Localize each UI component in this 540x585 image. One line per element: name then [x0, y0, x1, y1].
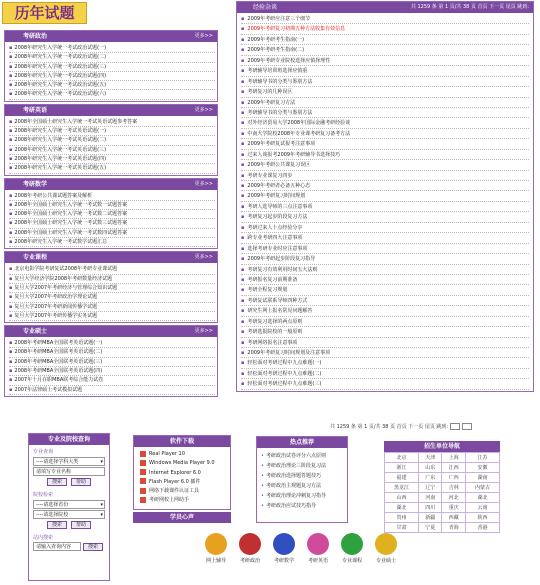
school-select[interactable]: ----请选择院校 ▾	[33, 510, 105, 519]
nav-label: 专业硕士	[375, 558, 396, 564]
article-link[interactable]: ▪ 考研复习的几种误区	[241, 87, 529, 97]
article-link[interactable]: ▪ 2009年考研考生指南(一)	[241, 35, 529, 45]
software-item[interactable]	[140, 496, 224, 505]
globe-icon	[239, 533, 261, 555]
section-title: 考研英语	[23, 106, 48, 114]
article-link[interactable]: ▪ 2009年考研起步阶段复习指导	[241, 254, 529, 264]
list-item[interactable]: ▪ 复旦大学经济学院2008年考研数量经济试题	[9, 275, 215, 284]
province-cell[interactable]: 云南	[465, 503, 499, 513]
article-link[interactable]: ▪ 考研辅导培训班选择应慎重	[241, 66, 529, 76]
section-2	[4, 178, 218, 250]
province-cell[interactable]: 贵州	[385, 513, 419, 523]
site-search-input[interactable]: 请输入查询内容	[33, 542, 81, 551]
person-icon	[205, 533, 227, 555]
school-search-label: 院校检索	[33, 492, 54, 498]
article-link[interactable]: ▪ 考研复习选择的两点原则	[241, 317, 529, 327]
download-icon	[140, 469, 146, 475]
section-list	[5, 263, 217, 322]
software-label: Windows Media Player 9.0	[149, 460, 215, 467]
list-item[interactable]: ▪ 2008年研究生入学统一考试政治试题(四)	[9, 72, 215, 81]
site-search-label: 站内搜索	[33, 535, 54, 541]
section-list	[5, 42, 217, 101]
province-cell[interactable]: 北京	[385, 453, 419, 463]
list-item[interactable]: ▪ 2008年研究生入学统一考试政治试题(六)	[9, 90, 215, 99]
hot-item[interactable]: • 考研政治主观题复习方法	[261, 481, 343, 491]
list-item[interactable]: ▪ 2008年考研MBA全国联考英语试题(二)	[9, 348, 215, 357]
province-cell[interactable]: 陕西	[465, 513, 499, 523]
nav-label: 网上辅导	[205, 558, 226, 564]
list-item[interactable]: ▪ 2008年全国硕士研究生入学统一考试数四试题答案	[9, 229, 215, 238]
province-nav	[384, 441, 500, 533]
province-cell[interactable]: 江苏	[465, 453, 499, 463]
experience-list	[237, 13, 533, 391]
section-header	[5, 252, 217, 263]
list-item[interactable]: ▪ 2008年研究生入学统一考试政治试题(五)	[9, 81, 215, 90]
section-3	[4, 251, 218, 323]
article-link[interactable]: ▪ 中南大学院校2008年专业课考研复习备考方法	[241, 129, 529, 139]
section-0	[4, 30, 218, 102]
list-item[interactable]: ▪ 复旦大学2007年考研经济与管理综合知识试题	[9, 284, 215, 293]
article-link[interactable]: ▪ 2009年考研复习时间规划及注意事项	[241, 348, 529, 358]
province-cell[interactable]: 宁夏	[419, 523, 442, 533]
article-link[interactable]: ▪ 考研专业课复习四步	[241, 171, 529, 181]
list-item[interactable]: ▪ 北京电影学院考研复试2008年考研专业课试题	[9, 265, 215, 274]
section-title: 考研数学	[23, 180, 48, 188]
section-title: 专业课程	[23, 254, 48, 262]
article-link[interactable]: ▪ 考研辅导书的分类与鉴别方法	[241, 108, 529, 118]
article-link[interactable]: ▪ 考研选报院校的一般原则	[241, 327, 529, 337]
pager-text: 共 1259 条 第 1 页/共 38 页 首页 下一页 尾页 跳到:	[330, 424, 449, 430]
province-cell[interactable]: 河北	[442, 493, 465, 503]
section-title: 考研政治	[23, 33, 48, 40]
article-link[interactable]: ▪ 2009年考研应注意三个细节	[241, 14, 529, 24]
list-item[interactable]: ▪ 2007年法律硕士考试模拟试题	[9, 386, 215, 395]
pager-top[interactable]: 共 1259 条 第 1 页/共 38 页 首页 下一页 尾页 跳到:	[410, 4, 529, 10]
subject-select[interactable]: ----请选择学科大类 ▾	[33, 457, 105, 466]
nav-cap[interactable]	[373, 533, 399, 564]
software-panel	[133, 435, 231, 510]
hot-panel	[256, 436, 348, 523]
search-title: 专业及院校查询	[29, 434, 109, 445]
article-link[interactable]: ▪ 轻松面对考研过程中九点难题(二)	[241, 369, 529, 379]
software-item[interactable]	[140, 469, 224, 478]
list-item[interactable]: ▪ 2008年研究生入学统一考试英语试题(三)	[9, 146, 215, 155]
list-item[interactable]: ▪ 2008年全国硕士研究生入学统一考试数三试题答案	[9, 219, 215, 228]
list-item[interactable]: ▪ 2008年考研MBA全国联考英语试题(一)	[9, 339, 215, 348]
article-link[interactable]: ▪ 考研网络报名注意事项	[241, 338, 529, 348]
province-table	[384, 452, 500, 533]
article-link[interactable]: ▪ 考研复试联系导师四种方式	[241, 296, 529, 306]
list-item[interactable]: ▪ 2008年研究生入学统一考试英语试题(五)	[9, 164, 215, 173]
province-cell[interactable]: 浙江	[385, 463, 419, 473]
download-icon	[140, 478, 146, 484]
software-label: 网络下载课件认证工具	[149, 488, 200, 495]
province-cell[interactable]: 上海	[442, 453, 465, 463]
province-cell[interactable]: 重庆	[442, 503, 465, 513]
nav-abc[interactable]	[305, 533, 331, 564]
article-link[interactable]: ▪ 2009年考研考生指南(二)	[241, 45, 529, 55]
province-cell[interactable]: 内蒙古	[465, 483, 499, 493]
experience-title: 经验杂谈	[253, 4, 278, 11]
list-item[interactable]: ▪ 2008年全国硕士研究生入学统一考试数一试题答案	[9, 201, 215, 210]
province-cell[interactable]: 山东	[419, 463, 442, 473]
province-cell[interactable]: 吉林	[442, 483, 465, 493]
software-label: Flash Player 6.0 插件	[149, 478, 201, 485]
list-item[interactable]: ▪ 2008年研究生入学统一考试数学试题汇总	[9, 238, 215, 247]
hot-item[interactable]: • 考研政治理论冲刺复习指导	[261, 491, 343, 501]
student-voice-title: 学员心声	[133, 512, 231, 523]
bottom-icon-bar	[203, 533, 503, 583]
article-link[interactable]: ▪ 考研人选导师的三点注意事项	[241, 202, 529, 212]
section-4	[4, 325, 218, 397]
list-item[interactable]: ▪ 2008年考研MBA全国联考英语试题(四)	[9, 367, 215, 376]
cap-icon	[375, 533, 397, 555]
logo-text: 历年试题	[14, 4, 75, 22]
hot-item[interactable]: • 考研政治应试技巧指导	[261, 501, 343, 511]
hot-item[interactable]: • 考研政治选择题答题技巧	[261, 471, 343, 481]
go-button[interactable]	[462, 423, 472, 430]
province-cell[interactable]: 江西	[442, 463, 465, 473]
article-link[interactable]: ▪ 2009年考研复习时间规划	[241, 191, 529, 201]
software-item[interactable]	[140, 478, 224, 487]
more-link[interactable]: 更多>>	[194, 33, 213, 39]
nav-globe[interactable]	[237, 533, 263, 564]
hot-title: 热点推荐	[257, 437, 347, 448]
software-label: Real Player 10	[149, 451, 185, 457]
calculator-icon	[273, 533, 295, 555]
article-link[interactable]: ▪ 考研复习有效利用时间五大法则	[241, 265, 529, 275]
province-title: 招生单位导航	[384, 441, 500, 452]
section-header	[5, 31, 217, 42]
more-link[interactable]: 更多>>	[194, 106, 213, 113]
section-list	[5, 190, 217, 249]
article-link[interactable]: ▪ 2009年考研专业院校选择应慎择理性	[241, 56, 529, 66]
nav-person[interactable]	[203, 533, 229, 564]
list-item[interactable]: ▪ 2008年全国硕士研究生入学统一考试数二试题答案	[9, 210, 215, 219]
nav-calculator[interactable]	[271, 533, 297, 564]
site-logo	[2, 2, 87, 24]
list-item[interactable]: ▪ 2008年研究生入学统一考试英语试题(一)	[9, 127, 215, 136]
province-cell[interactable]: 山西	[385, 493, 419, 503]
section-title: 专业硕士	[23, 328, 48, 336]
section-list	[5, 116, 217, 175]
article-link[interactable]: ▪ 考研报名复习前期准备	[241, 275, 529, 285]
section-header	[5, 326, 217, 337]
more-link[interactable]: 更多>>	[194, 254, 213, 261]
software-label: Internet Explorer 6.0	[149, 469, 201, 476]
article-link[interactable]: ▪ 2009年考研复习初期五种方法收集有效信息	[241, 24, 529, 34]
province-cell[interactable]: 辽宁	[419, 483, 442, 493]
help-button[interactable]: 帮助	[71, 478, 91, 486]
experience-header	[237, 2, 533, 13]
province-cell[interactable]: 香港	[465, 523, 499, 533]
more-link[interactable]: 更多>>	[194, 180, 213, 187]
article-link[interactable]: ▪ 考研全程复习规划	[241, 285, 529, 295]
software-item[interactable]	[140, 450, 224, 459]
nav-label: 考研政治	[239, 558, 260, 564]
article-link[interactable]: ▪ 2009年考研公共课复习误区	[241, 160, 529, 170]
section-list	[5, 337, 217, 396]
major-input[interactable]: 请填写专业名称	[33, 467, 105, 476]
download-icon	[140, 460, 146, 466]
article-link[interactable]: ▪ 轻松面对考研过程中九点难题(一)	[241, 358, 529, 368]
nav-label: 专业课程	[341, 558, 362, 564]
article-link[interactable]: ▪ 对外经济贸易大学2008年国际金融考研经验谈	[241, 118, 529, 128]
major-search-label: 专业查询	[33, 449, 54, 455]
province-cell[interactable]: 西藏	[442, 513, 465, 523]
list-item[interactable]: ▪ 2008年研究生入学统一考试英语试题(二)	[9, 136, 215, 145]
software-label: 考研网校上网助手	[149, 497, 190, 504]
province-cell[interactable]: 广西	[442, 473, 465, 483]
article-link[interactable]: ▪ 跨专业考研四大注意事项	[241, 233, 529, 243]
province-cell[interactable]: 广东	[419, 473, 442, 483]
article-link[interactable]: ▪ 考研辅导书的分类与鉴别方法	[241, 77, 529, 87]
left-column	[4, 30, 218, 399]
software-list	[134, 447, 230, 509]
pager-bottom[interactable]	[330, 423, 472, 430]
list-item[interactable]: ▪ 2008年研究生入学统一考试政治试题(二)	[9, 53, 215, 62]
article-link[interactable]: ▪ 选择考研专业时应注意事项	[241, 244, 529, 254]
software-title: 软件下载	[134, 436, 230, 447]
list-item[interactable]: ▪ 2008年研究生入学统一考试政治试题(一)	[9, 44, 215, 53]
province-cell[interactable]: 湖北	[385, 503, 419, 513]
list-item[interactable]: ▪ 复旦大学2007年考研新闻传播学试题	[9, 303, 215, 312]
abc-icon	[307, 533, 329, 555]
hot-list	[257, 448, 347, 514]
province-cell[interactable]: 黑龙江	[385, 483, 419, 493]
article-link[interactable]: ▪ 2009年考研复试报考注意事项	[241, 139, 529, 149]
province-cell[interactable]: 福建	[385, 473, 419, 483]
province-cell[interactable]: 河南	[419, 493, 442, 503]
article-link[interactable]: ▪ 考研过来人十点经验分享	[241, 223, 529, 233]
province-cell[interactable]: 新疆	[419, 513, 442, 523]
section-header	[5, 105, 217, 116]
help-button-2[interactable]: 帮助	[71, 521, 91, 529]
article-link[interactable]: ▪ 轻松面对考研过程中九点难题(三)	[241, 379, 529, 389]
list-item[interactable]: ▪ 2008年研究生入学统一考试政治试题(三)	[9, 63, 215, 72]
search-button[interactable]: 搜索	[47, 478, 67, 486]
province-cell[interactable]: 青海	[442, 523, 465, 533]
page-jump-input[interactable]	[450, 423, 460, 430]
search-panel	[28, 433, 110, 581]
software-item[interactable]	[140, 459, 224, 468]
list-item[interactable]: ▪ 2008年全国硕士研究生入学统一考试英语试题参考答案	[9, 118, 215, 127]
section-header	[5, 179, 217, 190]
province-select[interactable]: ----请选择省份 ▾	[33, 500, 105, 509]
list-item[interactable]: ▪ 2008年考研MBA全国联考英语试题(三)	[9, 358, 215, 367]
province-cell[interactable]: 湖北	[465, 493, 499, 503]
article-link[interactable]: ▪ 2009年考研者必备五种心态	[241, 181, 529, 191]
list-item[interactable]: ▪ 2008年考研公共课试题答案及解析	[9, 192, 215, 201]
software-item[interactable]	[140, 487, 224, 496]
site-search-button[interactable]: 搜索	[83, 543, 103, 551]
article-link[interactable]: ▪ 考研复习起步阶段复习方法	[241, 212, 529, 222]
article-link[interactable]: ▪ 研究生网上报名常见问题解答	[241, 306, 529, 316]
download-icon	[140, 488, 146, 494]
province-cell[interactable]: 安徽	[465, 463, 499, 473]
article-link[interactable]: ▪ 2009年考研复习方法	[241, 98, 529, 108]
download-icon	[140, 451, 146, 457]
book-icon	[341, 533, 363, 555]
student-voice[interactable]	[133, 512, 231, 524]
search-button-2[interactable]: 搜索	[47, 521, 67, 529]
hot-item[interactable]: • 考研政治理论三阶段复习法	[261, 461, 343, 471]
province-cell[interactable]: 天津	[419, 453, 442, 463]
list-item[interactable]: ▪ 复旦大学2007年考研传播学实务试题	[9, 312, 215, 321]
section-1	[4, 104, 218, 176]
province-cell[interactable]: 湖南	[465, 473, 499, 483]
list-item[interactable]: ▪ 2008年研究生入学统一考试英语试题(四)	[9, 155, 215, 164]
province-cell[interactable]: 四川	[419, 503, 442, 513]
nav-label: 考研英语	[307, 558, 328, 564]
more-link[interactable]: 更多>>	[194, 328, 213, 335]
hot-item[interactable]: • 考研政治试卷评分六点原则	[261, 451, 343, 461]
article-link[interactable]: ▪ 过来人谈报考2009年考研辅导书选择技巧	[241, 150, 529, 160]
nav-label: 考研数学	[273, 558, 294, 564]
nav-book[interactable]	[339, 533, 365, 564]
download-icon	[140, 497, 146, 503]
province-cell[interactable]: 甘肃	[385, 523, 419, 533]
experience-panel	[236, 1, 534, 392]
list-item[interactable]: ▪ 2007年十月在职MBA联考综合能力试卷	[9, 376, 215, 385]
list-item[interactable]: ▪ 复旦大学2007年考研政治学理论试题	[9, 293, 215, 302]
